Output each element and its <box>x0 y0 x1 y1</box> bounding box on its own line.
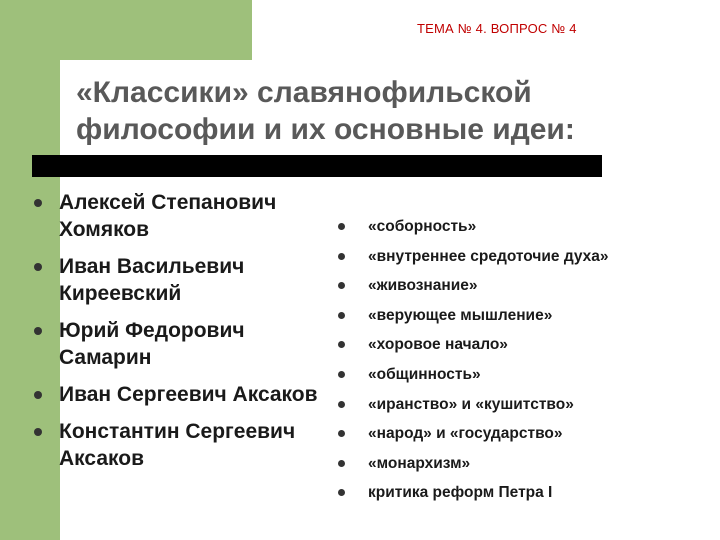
idea-text: «верующее мышление» <box>368 306 553 324</box>
list-item <box>336 449 716 479</box>
list-item <box>336 271 716 301</box>
list-item <box>336 212 716 242</box>
idea-text: «монархизм» <box>368 454 471 472</box>
list-item <box>34 253 334 307</box>
bullet-icon <box>338 489 345 496</box>
list-item <box>34 317 334 371</box>
bullet-icon <box>34 199 42 207</box>
philosopher-name: Иван Сергеевич Аксаков <box>59 383 318 406</box>
philosopher-name: Константин Сергеевич Аксаков <box>59 420 296 470</box>
list-item <box>336 360 716 390</box>
list-item <box>336 242 716 272</box>
bullet-icon <box>338 223 345 230</box>
ideas-list <box>336 212 716 508</box>
bullet-icon <box>338 460 345 467</box>
list-item <box>34 189 334 243</box>
list-item <box>336 419 716 449</box>
list-item <box>336 301 716 331</box>
philosopher-name: Юрий Федорович Самарин <box>59 319 245 369</box>
idea-text: «иранство» и «кушитство» <box>368 395 574 413</box>
list-item <box>34 381 334 408</box>
bullet-icon <box>34 263 42 271</box>
idea-text: «живознание» <box>368 277 478 295</box>
bullet-icon <box>338 312 345 319</box>
idea-text: «хоровое начало» <box>368 336 508 354</box>
idea-text: «общинность» <box>368 365 481 383</box>
list-item <box>336 478 716 508</box>
bullet-icon <box>34 391 42 399</box>
list-item <box>336 390 716 420</box>
idea-text: «народ» и «государство» <box>368 425 563 443</box>
bullet-icon <box>338 341 345 348</box>
title-underline-bar <box>32 155 602 177</box>
philosopher-name: Иван Васильевич Киреевский <box>59 255 245 305</box>
title-bar-cap <box>32 155 54 177</box>
bullet-icon <box>338 282 345 289</box>
idea-text: «соборность» <box>368 218 477 235</box>
list-item <box>336 330 716 360</box>
bullet-icon <box>34 327 42 335</box>
bullet-icon <box>338 430 345 437</box>
topic-header: ТЕМА № 4. ВОПРОС № 4 <box>417 21 577 36</box>
bullet-icon <box>338 253 345 260</box>
list-item <box>34 418 334 472</box>
slide-title: «Классики» славянофильской философии и их основные идеи: <box>76 76 575 146</box>
bullet-icon <box>338 371 345 378</box>
philosopher-name: Алексей Степанович Хомяков <box>59 191 277 241</box>
idea-text: «внутреннее средоточие духа» <box>368 247 609 265</box>
philosophers-list <box>34 189 334 482</box>
bullet-icon <box>34 428 42 436</box>
bullet-icon <box>338 401 345 408</box>
idea-text: критика реформ Петра I <box>368 484 553 502</box>
